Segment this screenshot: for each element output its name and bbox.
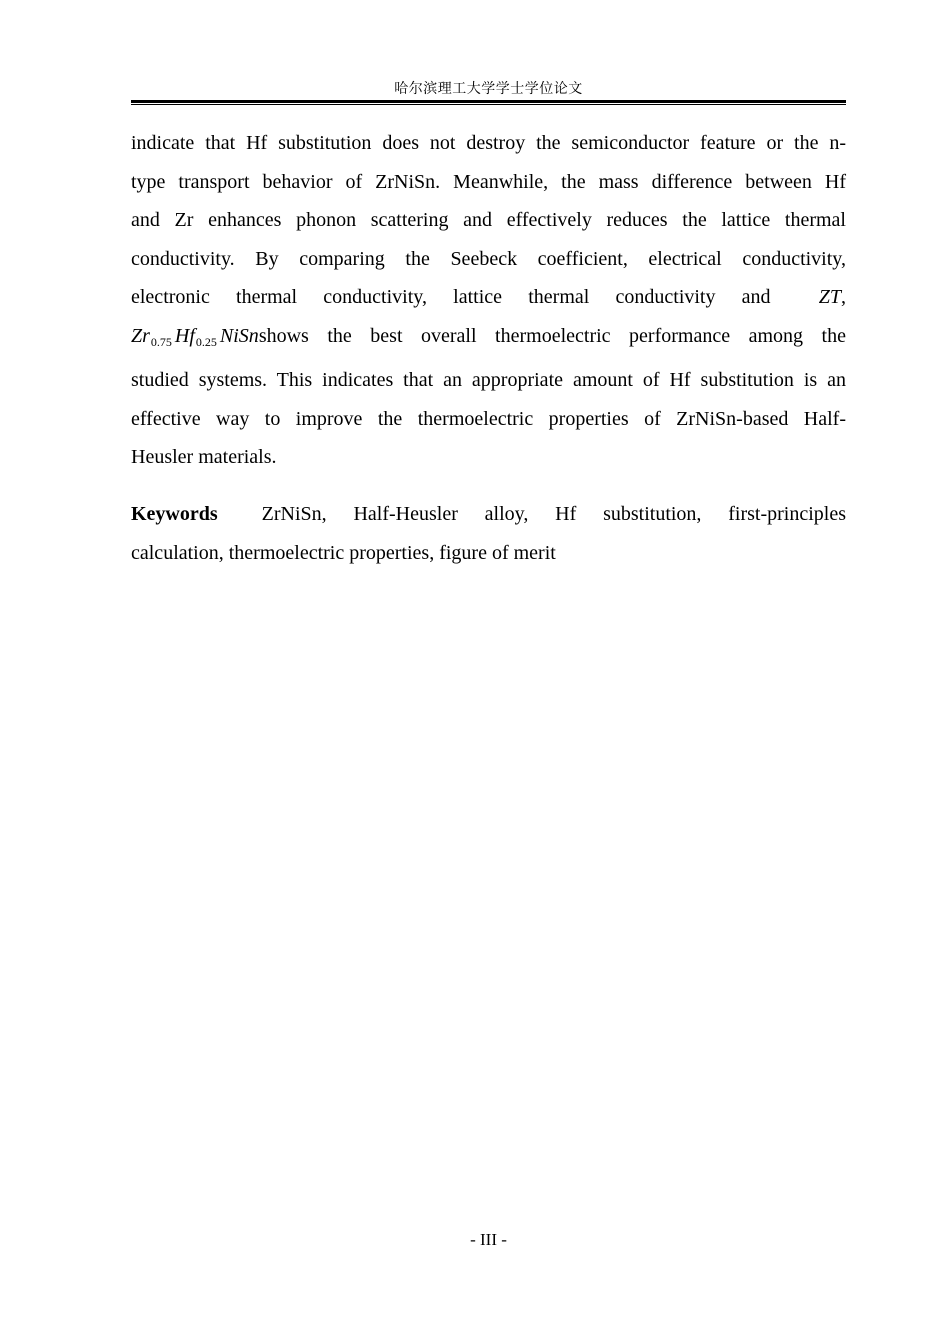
abstract-line: indicate that Hf substitution does not destroy the semiconductor feature or the n-	[131, 132, 846, 154]
formula-hf-subscript: 0.25	[195, 334, 217, 349]
keywords-list-line2: calculation, thermoelectric properties, figure of merit	[131, 541, 556, 564]
abstract-line: and Zr enhances phonon scattering and effectively reduces the lattice thermal	[131, 209, 846, 231]
abstract-line: conductivity. By comparing the Seebeck coefficient, electrical conductivity,	[131, 247, 846, 270]
header-rule-thin	[131, 104, 846, 105]
abstract-line-formula	[131, 317, 846, 362]
formula-hf: Hf	[174, 324, 195, 347]
page-number: - III -	[470, 1230, 507, 1249]
abstract-line-zt	[131, 278, 846, 317]
abstract-body	[131, 124, 846, 477]
formula-line-tail: shows the best overall thermoelectric performance among the	[258, 324, 846, 347]
abstract-line: effective way to improve the thermoelectric properties of ZrNiSn-based Half-	[131, 407, 846, 430]
zt-comma: ,	[841, 286, 847, 308]
abstract-line: studied systems. This indicates that an appropriate amount of Hf substitution is an	[131, 369, 846, 391]
keywords-block	[131, 495, 846, 572]
formula-zr-subscript: 0.75	[150, 334, 172, 349]
formula-zr: Zr	[131, 324, 150, 347]
page-header: 哈尔滨理工大学学士学位论文	[394, 81, 583, 97]
formula-zr0.75hf0.25nisn	[131, 325, 259, 347]
abstract-line-text: electronic thermal conductivity, lattice thermal conductivity and	[131, 286, 771, 308]
keywords-label: Keywords	[131, 503, 218, 525]
keywords-list-line1: ZrNiSn, Half-Heusler alloy, Hf substitution, first-principles	[261, 503, 846, 525]
formula-nisn: NiSn	[219, 324, 259, 347]
abstract-line: type transport behavior of ZrNiSn. Meanwhile, the mass difference between Hf	[131, 170, 846, 193]
header-rule-thick	[131, 100, 846, 103]
zt-symbol: ZT	[818, 286, 842, 308]
abstract-line: Heusler materials.	[131, 446, 277, 468]
keywords-line	[131, 495, 846, 534]
